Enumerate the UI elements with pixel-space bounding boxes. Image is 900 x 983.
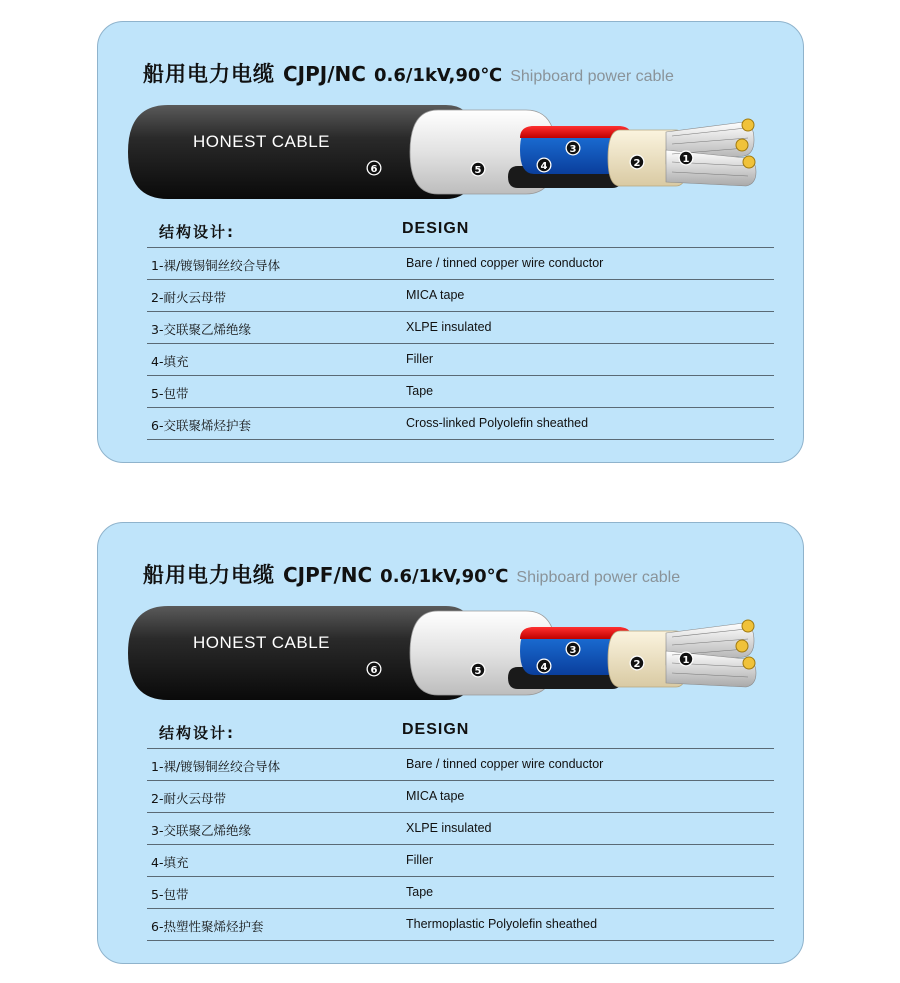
row-en: Tape — [406, 384, 434, 398]
design-table — [147, 716, 774, 941]
badge-4 — [537, 158, 552, 173]
row-en: MICA tape — [406, 789, 465, 803]
badge-1 — [679, 151, 694, 166]
table-row — [147, 344, 774, 376]
row-cn: 2-耐火云母带 — [151, 791, 226, 806]
title-en: Shipboard power cable — [510, 68, 674, 85]
product-card-cjpf — [97, 522, 804, 964]
header-cn: 结构设计: — [159, 724, 235, 742]
badge-3 — [566, 141, 581, 156]
badge-2 — [630, 155, 645, 170]
badge-4 — [537, 659, 552, 674]
card-title — [143, 559, 680, 589]
badge-6-label: 6 — [370, 665, 378, 676]
row-en: Bare / tinned copper wire conductor — [406, 757, 604, 771]
row-en: Thermoplastic Polyolefin sheathed — [406, 917, 598, 931]
row-en: Filler — [406, 853, 434, 867]
badge-1 — [679, 652, 694, 667]
row-cn: 1-裸/镀锡铜丝绞合导体 — [151, 759, 281, 774]
row-cn: 2-耐火云母带 — [151, 290, 226, 305]
table-row — [147, 749, 774, 781]
row-en: XLPE insulated — [406, 821, 492, 835]
layer-1-conductor — [666, 119, 756, 186]
row-en: Tape — [406, 885, 434, 899]
badge-5-label: 5 — [474, 165, 482, 176]
row-cn: 5-包带 — [151, 887, 189, 902]
row-cn: 6-交联聚烯烃护套 — [151, 418, 251, 433]
badge-3 — [566, 642, 581, 657]
title-en: Shipboard power cable — [516, 569, 681, 586]
voltage-rating: 0.6/1kV,90℃ — [380, 566, 509, 587]
table-header — [147, 716, 774, 749]
row-cn: 3-交联聚乙烯绝缘 — [151, 823, 251, 838]
brand-label: HONEST CABLE — [193, 633, 331, 652]
layer-1-conductor — [666, 620, 756, 687]
header-en: DESIGN — [402, 721, 470, 738]
model-code: CJPF/NC — [283, 563, 373, 587]
badge-3-label: 3 — [569, 144, 577, 155]
row-cn: 5-包带 — [151, 386, 189, 401]
header-en: DESIGN — [402, 220, 470, 237]
badge-2 — [630, 656, 645, 671]
row-en: XLPE insulated — [406, 320, 492, 334]
title-cn: 船用电力电缆 — [143, 563, 275, 587]
row-cn: 4-填充 — [151, 354, 189, 369]
table-header — [147, 215, 774, 248]
row-cn: 1-裸/镀锡铜丝绞合导体 — [151, 258, 281, 273]
cable-cross-section-illustration — [126, 603, 766, 703]
voltage-rating: 0.6/1kV,90℃ — [373, 65, 503, 86]
table-row — [147, 877, 774, 909]
table-row — [147, 376, 774, 408]
product-card-cjpj — [97, 21, 804, 463]
table-row — [147, 909, 774, 941]
cable-cross-section-illustration — [126, 102, 766, 202]
table-row — [147, 248, 774, 280]
table-row — [147, 280, 774, 312]
row-cn: 4-填充 — [151, 855, 189, 870]
badge-4-label: 4 — [540, 662, 548, 673]
header-cn: 结构设计: — [159, 223, 235, 241]
badge-5-label: 5 — [474, 666, 482, 677]
badge-3-label: 3 — [569, 645, 577, 656]
badge-6 — [367, 161, 382, 176]
brand-label: HONEST CABLE — [193, 132, 331, 151]
design-table — [147, 215, 774, 440]
table-row — [147, 813, 774, 845]
badge-5 — [471, 162, 486, 177]
table-row — [147, 312, 774, 344]
badge-6 — [367, 662, 382, 677]
row-cn: 6-热塑性聚烯烃护套 — [151, 919, 264, 934]
row-en: Bare / tinned copper wire conductor — [406, 256, 604, 270]
badge-2-label: 2 — [633, 659, 641, 670]
card-title — [143, 58, 674, 88]
row-en: Filler — [406, 352, 434, 366]
table-row — [147, 408, 774, 440]
badge-6-label: 6 — [370, 164, 378, 175]
row-en: Cross-linked Polyolefin sheathed — [406, 416, 589, 430]
row-cn: 3-交联聚乙烯绝缘 — [151, 322, 251, 337]
table-row — [147, 781, 774, 813]
badge-2-label: 2 — [633, 158, 641, 169]
row-en: MICA tape — [406, 288, 465, 302]
badge-1-label: 1 — [682, 655, 690, 666]
badge-5 — [471, 663, 486, 678]
badge-4-label: 4 — [540, 161, 548, 172]
table-row — [147, 845, 774, 877]
title-cn: 船用电力电缆 — [143, 62, 275, 86]
model-code: CJPJ/NC — [283, 62, 366, 86]
badge-1-label: 1 — [682, 154, 690, 165]
